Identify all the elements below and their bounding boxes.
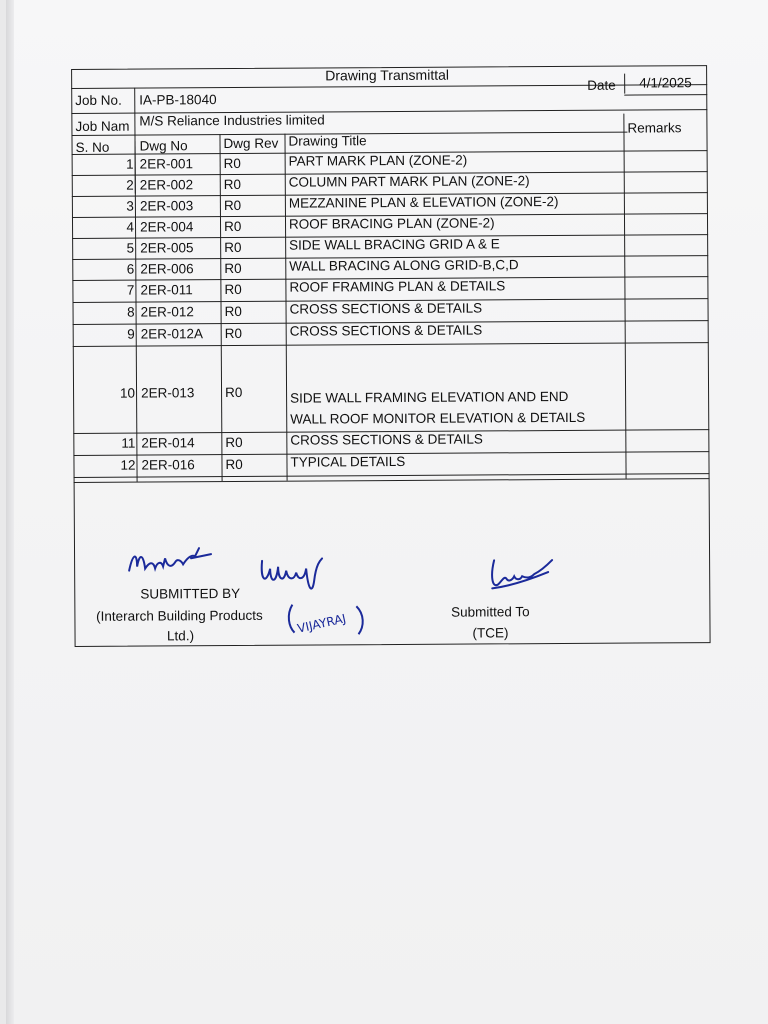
row-title: SIDE WALL BRACING GRID A & E [289,236,500,253]
submitted-to-org: (TCE) [472,625,509,641]
signature-vijayraj [256,550,336,600]
row-title: TYPICAL DETAILS [290,453,406,470]
row-title-line2: WALL ROOF MONITOR ELEVATION & DETAILS [290,409,586,427]
col-header-dwg-no: Dwg No [139,138,188,154]
date-label: Date [587,77,616,93]
row-dwg-no: 2ER-006 [140,261,194,277]
row-dwg-rev: R0 [225,384,243,401]
row-dwg-rev: R0 [223,197,242,214]
row-dwg-no: 2ER-002 [139,177,194,193]
row-dwg-no: 2ER-014 [141,435,195,451]
row-sno: 5 [126,240,135,256]
row-sno: 6 [126,261,135,277]
row-dwg-no: 2ER-012 [140,304,194,320]
row-dwg-no: 2ER-016 [141,457,195,473]
col-header-title: Drawing Title [288,133,367,149]
row-sno: 1 [126,156,134,172]
row-title: MEZZANINE PLAN & ELEVATION (ZONE-2) [288,194,559,211]
transmittal-form [67,53,711,647]
row-sno: 8 [126,304,135,320]
row-dwg-rev: R0 [223,176,242,193]
date-value: 4/1/2025 [639,75,692,91]
col-header-remarks: Remarks [627,120,682,136]
col-header-dwg-rev: Dwg Rev [223,135,279,152]
row-dwg-rev: R0 [224,303,242,320]
row-dwg-no: 2ER-003 [139,198,194,214]
row-dwg-rev: R0 [224,260,242,277]
row-sno: 4 [126,219,135,235]
submitted-by-org-line2: Ltd.) [166,628,195,644]
row-title: WALL BRACING ALONG GRID-B,C,D [289,257,519,274]
row-dwg-rev: R0 [225,434,243,451]
signature-manjeet [125,544,215,585]
row-dwg-no: 2ER-013 [141,385,195,401]
row-title: ROOF FRAMING PLAN & DETAILS [289,278,506,295]
row-dwg-no: 2ER-004 [139,219,194,235]
job-no-label: Job No. [75,92,122,108]
row-dwg-rev: R0 [225,456,243,473]
submitted-to-label: Submitted To [451,604,530,620]
form-title: Drawing Transmittal [325,66,450,84]
row-title: CROSS SECTIONS & DETAILS [289,300,483,317]
row-dwg-no: 2ER-001 [139,156,193,172]
row-dwg-no: 2ER-005 [140,240,194,256]
submitted-by-label: SUBMITTED BY [140,585,241,602]
row-sno: 10 [119,385,136,401]
job-name-value: M/S Reliance Industries limited [139,112,325,129]
job-name-label: Job Nam [75,118,130,134]
job-no-value: IA-PB-18040 [139,92,217,108]
row-title: ROOF BRACING PLAN (ZONE-2) [288,215,495,232]
row-dwg-rev: R0 [224,239,242,256]
row-title: CROSS SECTIONS & DETAILS [290,431,483,448]
row-dwg-rev: R0 [224,325,243,342]
row-sno: 12 [120,457,136,473]
row-dwg-rev: R0 [223,218,242,235]
row-sno: 2 [126,177,134,193]
row-sno: 7 [126,282,135,298]
row-sno: 11 [121,435,136,451]
svg-text:VIJAYRAJ: VIJAYRAJ [296,611,348,636]
row-dwg-no: 2ER-011 [140,282,193,298]
row-dwg-rev: R0 [224,281,242,298]
row-title: PART MARK PLAN (ZONE-2) [288,152,468,169]
signature-vijayraj-name [286,600,366,640]
col-header-sno: S. No [75,139,110,155]
row-sno: 3 [126,198,134,214]
row-dwg-rev: R0 [223,155,241,172]
row-title: CROSS SECTIONS & DETAILS [289,322,483,339]
submitted-by-org: (Interarch Building Products [96,607,263,624]
row-title: SIDE WALL FRAMING ELEVATION AND END [290,388,569,406]
row-sno: 9 [127,326,135,342]
divider [624,74,625,94]
signature-tce [488,554,558,594]
row-title: COLUMN PART MARK PLAN (ZONE-2) [288,173,530,190]
paper-edge [6,0,14,1024]
row-dwg-no: 2ER-012A [140,326,204,342]
